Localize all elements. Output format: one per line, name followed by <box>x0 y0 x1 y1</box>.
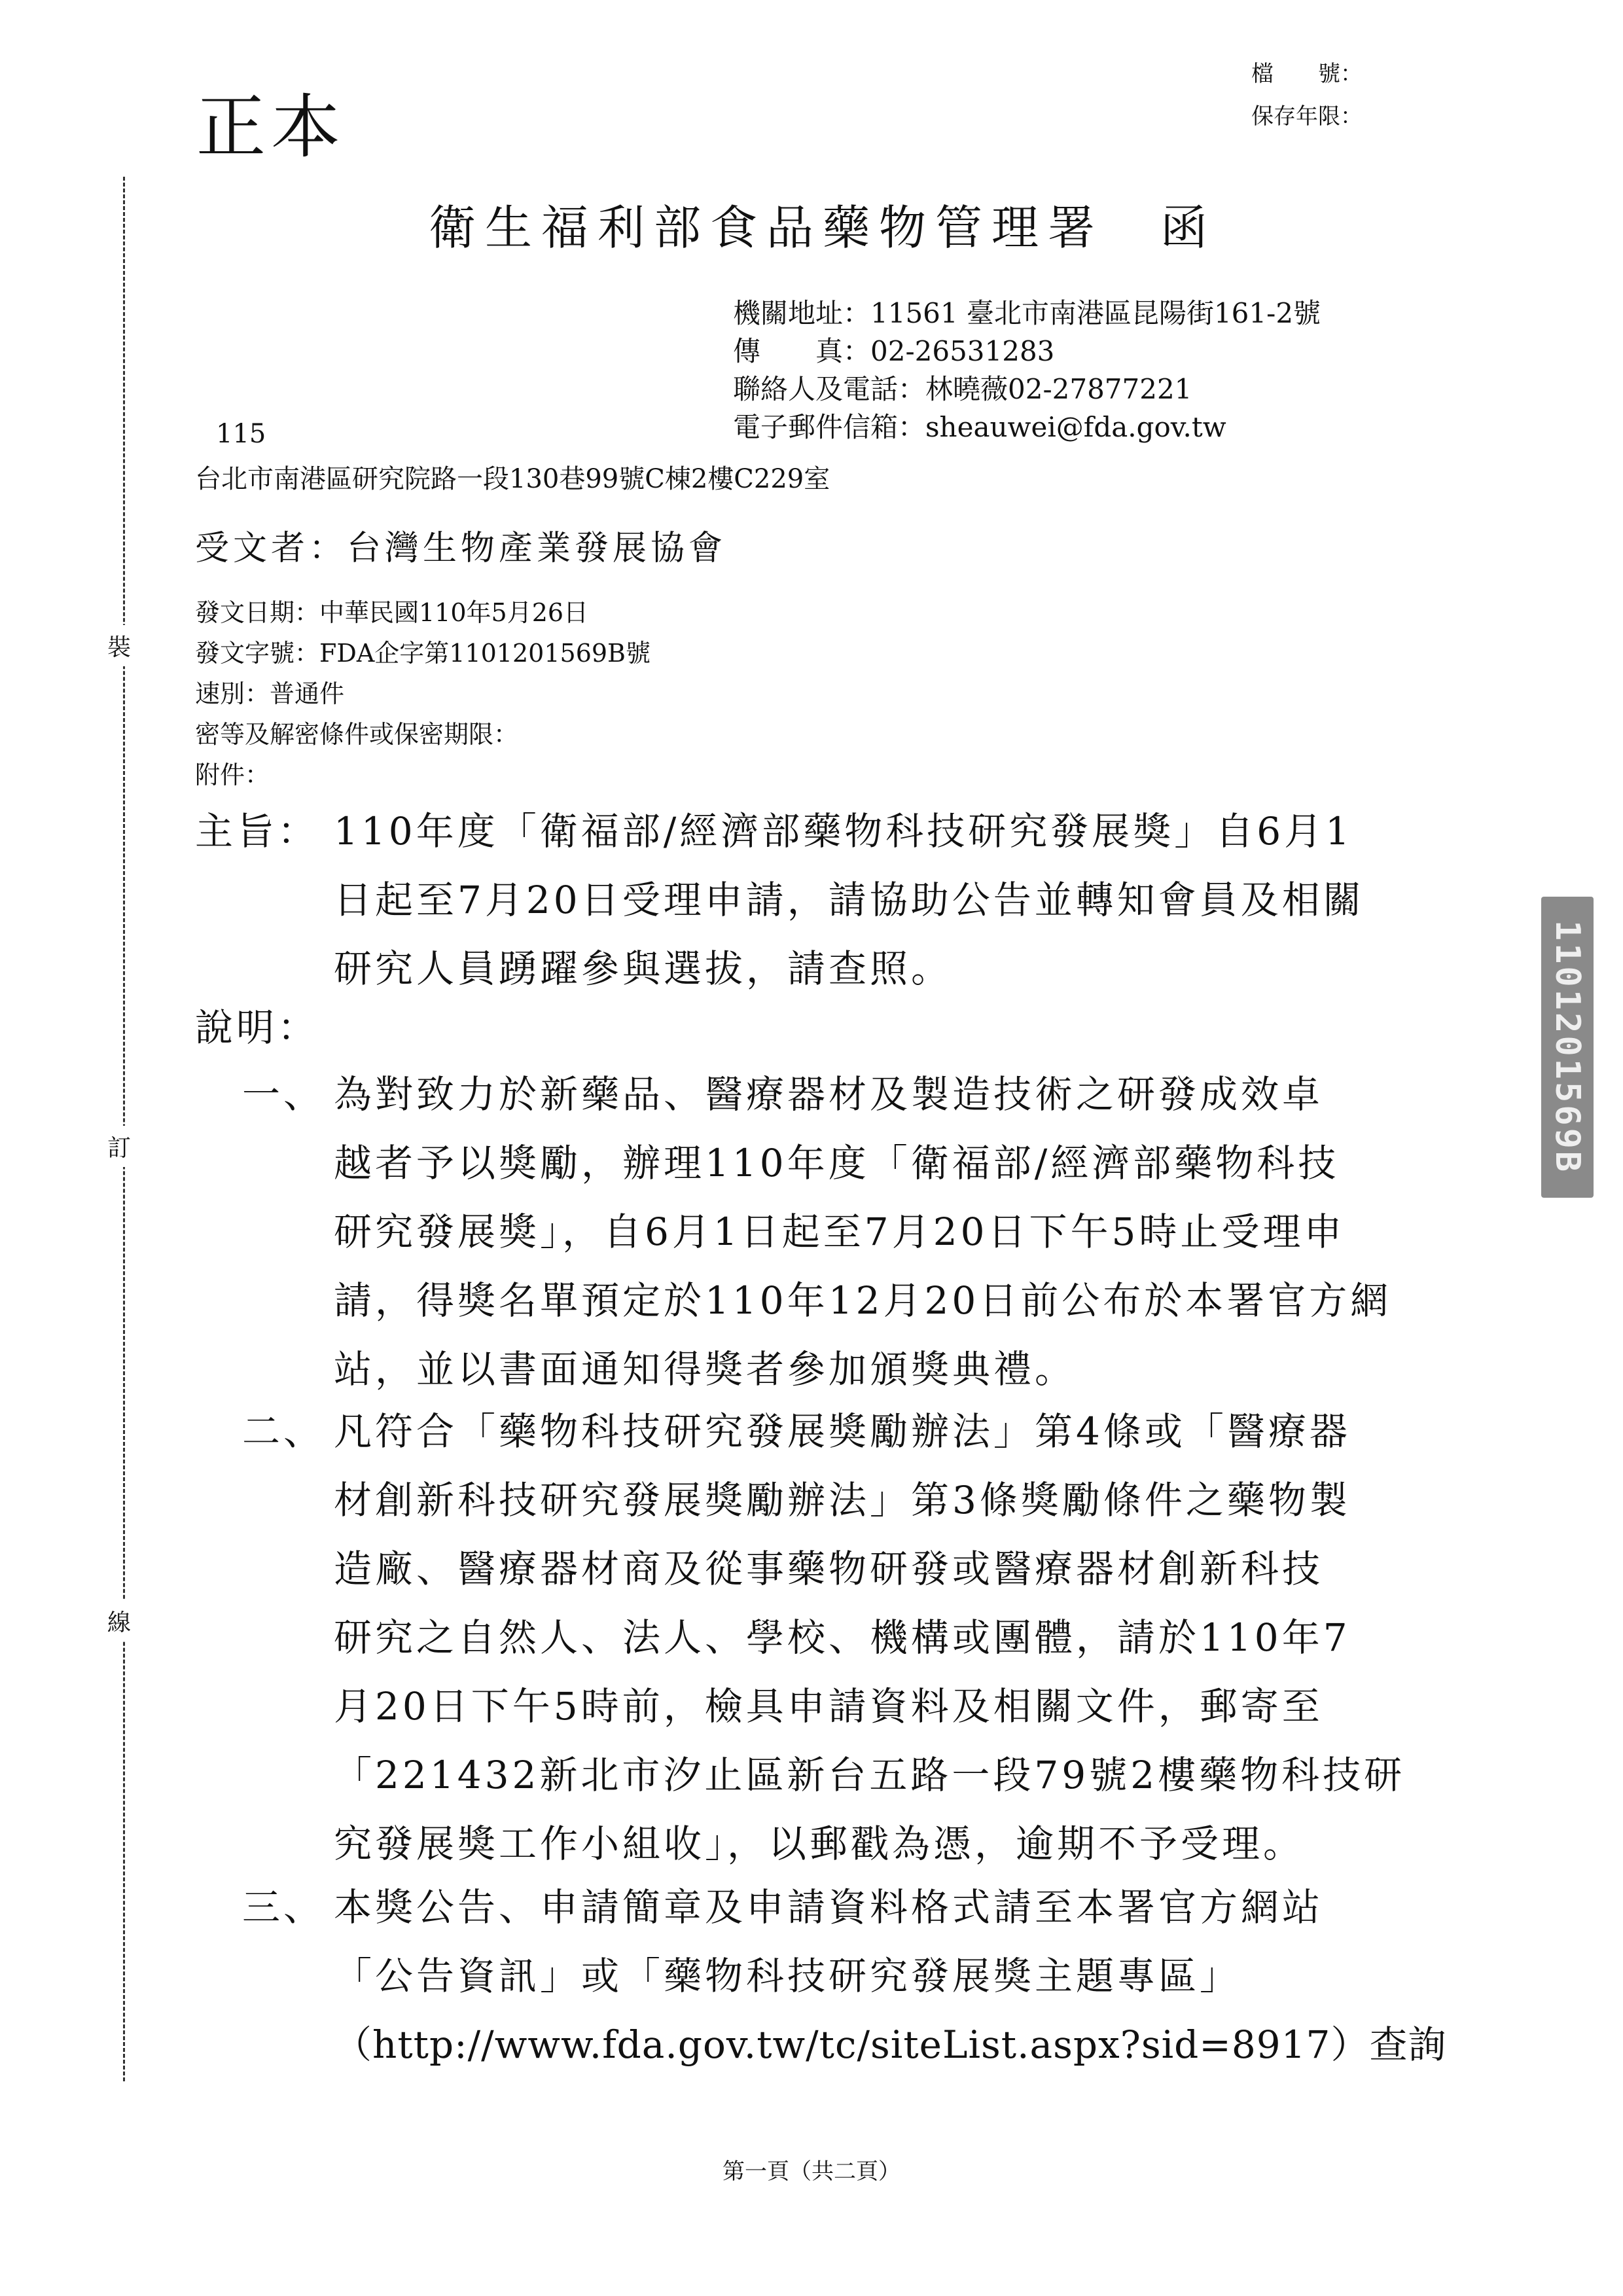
issue-date: 發文日期：中華民國110年5月26日 <box>195 598 589 627</box>
item-line: 越者予以獎勵，辦理110年度「衛福部/經濟部藥物科技 <box>334 1141 1340 1185</box>
stamp-text: 1101201569B <box>1548 920 1587 1175</box>
item-3-body <box>334 1873 1446 2079</box>
subject-line: 110年度「衛福部/經濟部藥物科技研究發展獎」自6月1 <box>334 809 1353 853</box>
item-line: （http://www.fda.gov.tw/tc/siteList.aspx?sid=8917）查詢 <box>334 2022 1447 2067</box>
binding-char-ding: 訂 <box>107 1126 131 1167</box>
item-line: 凡符合「藥物科技研究發展獎勵辦法」第4條或「醫療器 <box>334 1409 1351 1454</box>
item-3-marker: 三、 <box>242 1885 325 1929</box>
item-line: 研究發展獎」，自6月1日起至7月20日下午5時止受理申 <box>334 1210 1346 1254</box>
attachment-label: 附件： <box>195 761 270 789</box>
binding-char-xian: 線 <box>107 1600 131 1641</box>
retention-period-label: 保存年限： <box>1251 103 1363 130</box>
item-line: 究發展獎工作小組收」，以郵戳為憑，逾期不予受理。 <box>334 1821 1305 1866</box>
file-number-label: 檔 號： <box>1251 61 1363 87</box>
contact-block <box>733 295 1321 446</box>
subject-label: 主旨： <box>195 809 319 853</box>
document-title: 衛生福利部食品藥物管理署 函 <box>429 200 1217 255</box>
item-line: 材創新科技研究發展獎勵辦法」第3條獎勵條件之藥物製 <box>334 1478 1351 1522</box>
mailing-address: 台北市南港區研究院路一段130巷99號C棟2樓C229室 <box>195 464 830 494</box>
explanation-label: 說明： <box>195 1005 319 1050</box>
document-number-stamp <box>1541 897 1594 1198</box>
item-2-body <box>334 1397 1405 1878</box>
contact-person-phone: 聯絡人及電話：林曉薇02-27877221 <box>733 373 1192 405</box>
subject-body <box>334 797 1364 1003</box>
subject-line: 研究人員踴躍參與選拔，請查照。 <box>334 946 953 991</box>
fax-number: 傳 真：02-26531283 <box>733 335 1055 367</box>
item-1-marker: 一、 <box>242 1072 325 1117</box>
item-2-marker: 二、 <box>242 1409 325 1454</box>
item-line: 月20日下午5時前，檢具申請資料及相關文件，郵寄至 <box>334 1684 1323 1729</box>
binding-char-zhuang: 裝 <box>107 625 131 666</box>
item-line: 研究之自然人、法人、學校、機構或團體，請於110年7 <box>334 1615 1351 1660</box>
item-line: 請，得獎名單預定於110年12月20日前公布於本署官方網 <box>334 1278 1392 1323</box>
item-line: 本獎公告、申請簡章及申請資料格式請至本署官方網站 <box>334 1885 1324 1929</box>
agency-address: 機關地址：11561 臺北市南港區昆陽街161-2號 <box>733 297 1321 329</box>
item-line: 「221432新北市汐止區新台五路一段79號2樓藥物科技研 <box>334 1753 1406 1797</box>
subject-line: 日起至7月20日受理申請，請協助公告並轉知會員及相關 <box>334 878 1364 922</box>
contact-email: 電子郵件信箱：sheauwei@fda.gov.tw <box>733 411 1226 443</box>
document-meta <box>195 592 651 795</box>
original-copy-mark: 正本 <box>196 87 346 168</box>
item-line: 「公告資訊」或「藥物科技研究發展獎主題專區」 <box>334 1954 1241 1998</box>
recipient: 受文者：台灣生物產業發展協會 <box>195 529 727 568</box>
item-line: 為對致力於新藥品、醫療器材及製造技術之研發成效卓 <box>334 1072 1324 1117</box>
delivery-speed: 速別：普通件 <box>195 679 345 708</box>
item-line: 站，並以書面通知得獎者參加頒獎典禮。 <box>334 1347 1077 1391</box>
page-number: 第一頁（共二頁） <box>722 2159 901 2185</box>
confidentiality: 密等及解密條件或保密期限： <box>195 720 519 749</box>
item-line: 造廠、醫療器材商及從事藥物研發或醫療器材創新科技 <box>334 1547 1324 1591</box>
mailing-postcode: 115 <box>216 419 266 449</box>
item-1-body <box>334 1060 1391 1404</box>
document-number: 發文字號：FDA企字第1101201569B號 <box>195 639 651 668</box>
